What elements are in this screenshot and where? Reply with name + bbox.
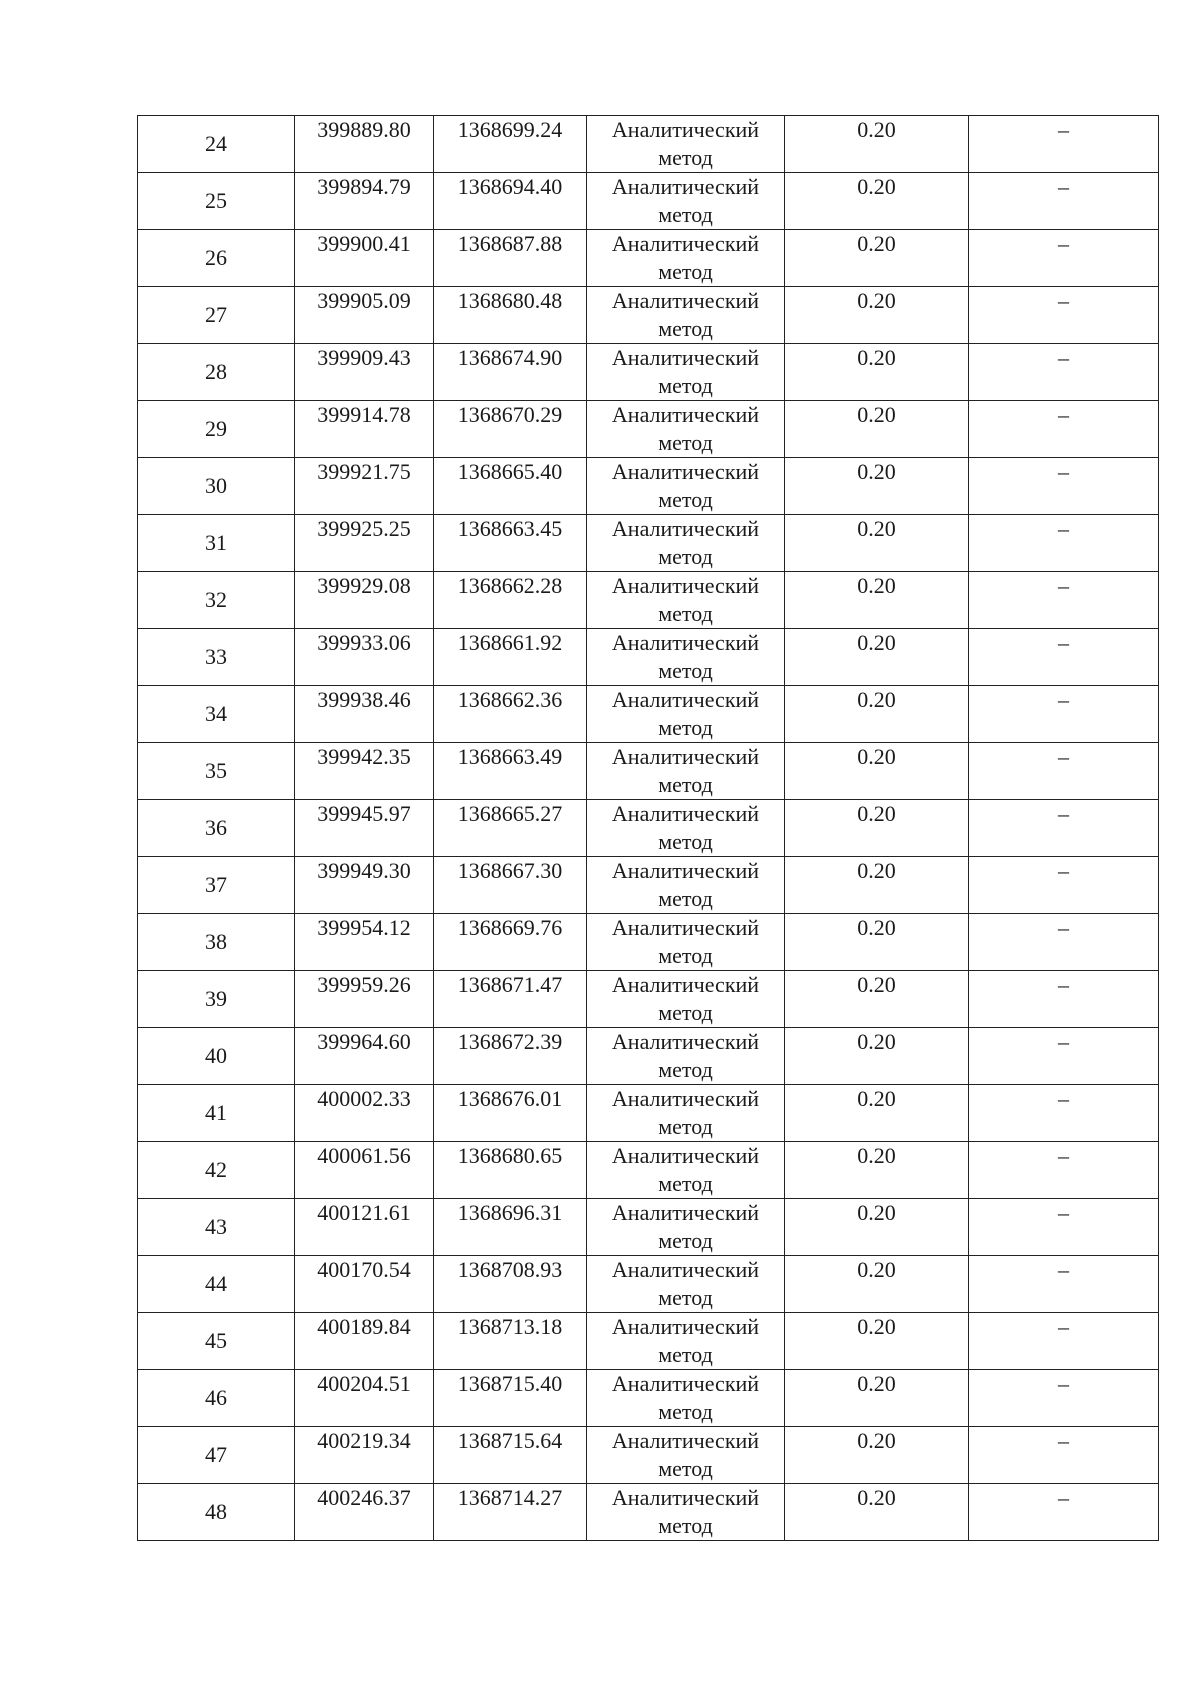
method-line-1: Аналитический bbox=[611, 1485, 760, 1510]
method-line-2: метод bbox=[658, 772, 713, 797]
point-number-cell: 37 bbox=[138, 857, 295, 914]
method-line-1: Аналитический bbox=[611, 459, 760, 484]
method-line-2: метод bbox=[658, 715, 713, 740]
x-coordinate-cell: 400204.51 bbox=[295, 1370, 434, 1427]
accuracy-cell: 0.20 bbox=[785, 629, 969, 686]
point-number-cell: 46 bbox=[138, 1370, 295, 1427]
table-row bbox=[138, 800, 1159, 857]
method-cell bbox=[587, 1370, 785, 1427]
method-line-2: метод bbox=[658, 658, 713, 683]
method-line-1: Аналитический bbox=[611, 687, 760, 712]
y-coordinate-cell: 1368663.45 bbox=[434, 515, 587, 572]
accuracy-cell: 0.20 bbox=[785, 686, 969, 743]
coordinates-table bbox=[137, 115, 1159, 1541]
method-line-2: метод bbox=[658, 1057, 713, 1082]
point-number-cell: 29 bbox=[138, 401, 295, 458]
y-coordinate-cell: 1368715.64 bbox=[434, 1427, 587, 1484]
table-row bbox=[138, 1085, 1159, 1142]
x-coordinate-cell: 400061.56 bbox=[295, 1142, 434, 1199]
note-cell: – bbox=[969, 572, 1159, 629]
accuracy-cell: 0.20 bbox=[785, 572, 969, 629]
method-cell bbox=[587, 1427, 785, 1484]
note-cell: – bbox=[969, 1427, 1159, 1484]
table-row bbox=[138, 1142, 1159, 1199]
method-line-2: метод bbox=[658, 1456, 713, 1481]
method-cell bbox=[587, 230, 785, 287]
accuracy-cell: 0.20 bbox=[785, 1313, 969, 1370]
x-coordinate-cell: 399889.80 bbox=[295, 116, 434, 173]
point-number-cell: 30 bbox=[138, 458, 295, 515]
table-row bbox=[138, 401, 1159, 458]
accuracy-cell: 0.20 bbox=[785, 1028, 969, 1085]
method-cell bbox=[587, 1313, 785, 1370]
y-coordinate-cell: 1368713.18 bbox=[434, 1313, 587, 1370]
accuracy-cell: 0.20 bbox=[785, 1085, 969, 1142]
x-coordinate-cell: 399954.12 bbox=[295, 914, 434, 971]
method-cell bbox=[587, 971, 785, 1028]
table-row bbox=[138, 686, 1159, 743]
method-line-2: метод bbox=[658, 259, 713, 284]
y-coordinate-cell: 1368680.48 bbox=[434, 287, 587, 344]
accuracy-cell: 0.20 bbox=[785, 173, 969, 230]
note-cell: – bbox=[969, 458, 1159, 515]
method-line-1: Аналитический bbox=[611, 174, 760, 199]
point-number-cell: 24 bbox=[138, 116, 295, 173]
table-row bbox=[138, 230, 1159, 287]
x-coordinate-cell: 400121.61 bbox=[295, 1199, 434, 1256]
method-line-1: Аналитический bbox=[611, 1257, 760, 1282]
x-coordinate-cell: 399949.30 bbox=[295, 857, 434, 914]
method-line-1: Аналитический bbox=[611, 1371, 760, 1396]
method-line-1: Аналитический bbox=[611, 231, 760, 256]
note-cell: – bbox=[969, 1256, 1159, 1313]
note-cell: – bbox=[969, 971, 1159, 1028]
method-line-2: метод bbox=[658, 943, 713, 968]
method-cell bbox=[587, 1028, 785, 1085]
table-row bbox=[138, 458, 1159, 515]
method-line-2: метод bbox=[658, 1285, 713, 1310]
accuracy-cell: 0.20 bbox=[785, 515, 969, 572]
y-coordinate-cell: 1368699.24 bbox=[434, 116, 587, 173]
accuracy-cell: 0.20 bbox=[785, 287, 969, 344]
method-line-1: Аналитический bbox=[611, 288, 760, 313]
point-number-cell: 35 bbox=[138, 743, 295, 800]
table-row bbox=[138, 1256, 1159, 1313]
note-cell: – bbox=[969, 914, 1159, 971]
y-coordinate-cell: 1368667.30 bbox=[434, 857, 587, 914]
table-row bbox=[138, 1370, 1159, 1427]
method-line-2: метод bbox=[658, 1171, 713, 1196]
method-line-1: Аналитический bbox=[611, 573, 760, 598]
x-coordinate-cell: 399909.43 bbox=[295, 344, 434, 401]
note-cell: – bbox=[969, 800, 1159, 857]
point-number-cell: 28 bbox=[138, 344, 295, 401]
method-cell bbox=[587, 173, 785, 230]
note-cell: – bbox=[969, 230, 1159, 287]
table-row bbox=[138, 1313, 1159, 1370]
note-cell: – bbox=[969, 1142, 1159, 1199]
table-row bbox=[138, 173, 1159, 230]
method-cell bbox=[587, 572, 785, 629]
point-number-cell: 38 bbox=[138, 914, 295, 971]
y-coordinate-cell: 1368670.29 bbox=[434, 401, 587, 458]
y-coordinate-cell: 1368671.47 bbox=[434, 971, 587, 1028]
method-line-2: метод bbox=[658, 1228, 713, 1253]
x-coordinate-cell: 399959.26 bbox=[295, 971, 434, 1028]
point-number-cell: 33 bbox=[138, 629, 295, 686]
method-cell bbox=[587, 344, 785, 401]
accuracy-cell: 0.20 bbox=[785, 914, 969, 971]
note-cell: – bbox=[969, 515, 1159, 572]
method-line-1: Аналитический bbox=[611, 858, 760, 883]
y-coordinate-cell: 1368696.31 bbox=[434, 1199, 587, 1256]
x-coordinate-cell: 399900.41 bbox=[295, 230, 434, 287]
method-line-2: метод bbox=[658, 1342, 713, 1367]
note-cell: – bbox=[969, 1313, 1159, 1370]
table-row bbox=[138, 515, 1159, 572]
note-cell: – bbox=[969, 116, 1159, 173]
point-number-cell: 43 bbox=[138, 1199, 295, 1256]
method-cell bbox=[587, 515, 785, 572]
x-coordinate-cell: 399905.09 bbox=[295, 287, 434, 344]
point-number-cell: 32 bbox=[138, 572, 295, 629]
point-number-cell: 41 bbox=[138, 1085, 295, 1142]
x-coordinate-cell: 399964.60 bbox=[295, 1028, 434, 1085]
method-cell bbox=[587, 686, 785, 743]
point-number-cell: 47 bbox=[138, 1427, 295, 1484]
method-line-2: метод bbox=[658, 202, 713, 227]
method-cell bbox=[587, 629, 785, 686]
note-cell: – bbox=[969, 287, 1159, 344]
accuracy-cell: 0.20 bbox=[785, 1256, 969, 1313]
x-coordinate-cell: 399933.06 bbox=[295, 629, 434, 686]
note-cell: – bbox=[969, 344, 1159, 401]
method-line-2: метод bbox=[658, 316, 713, 341]
accuracy-cell: 0.20 bbox=[785, 1427, 969, 1484]
accuracy-cell: 0.20 bbox=[785, 800, 969, 857]
method-line-2: метод bbox=[658, 601, 713, 626]
y-coordinate-cell: 1368662.36 bbox=[434, 686, 587, 743]
accuracy-cell: 0.20 bbox=[785, 116, 969, 173]
point-number-cell: 36 bbox=[138, 800, 295, 857]
note-cell: – bbox=[969, 401, 1159, 458]
accuracy-cell: 0.20 bbox=[785, 743, 969, 800]
method-line-1: Аналитический bbox=[611, 801, 760, 826]
note-cell: – bbox=[969, 1370, 1159, 1427]
method-cell bbox=[587, 287, 785, 344]
method-cell bbox=[587, 1085, 785, 1142]
method-line-2: метод bbox=[658, 544, 713, 569]
method-line-1: Аналитический bbox=[611, 1428, 760, 1453]
method-line-1: Аналитический bbox=[611, 972, 760, 997]
accuracy-cell: 0.20 bbox=[785, 230, 969, 287]
y-coordinate-cell: 1368663.49 bbox=[434, 743, 587, 800]
method-line-1: Аналитический bbox=[611, 1029, 760, 1054]
accuracy-cell: 0.20 bbox=[785, 344, 969, 401]
y-coordinate-cell: 1368708.93 bbox=[434, 1256, 587, 1313]
y-coordinate-cell: 1368674.90 bbox=[434, 344, 587, 401]
y-coordinate-cell: 1368662.28 bbox=[434, 572, 587, 629]
method-cell bbox=[587, 857, 785, 914]
point-number-cell: 44 bbox=[138, 1256, 295, 1313]
x-coordinate-cell: 400002.33 bbox=[295, 1085, 434, 1142]
y-coordinate-cell: 1368676.01 bbox=[434, 1085, 587, 1142]
y-coordinate-cell: 1368665.27 bbox=[434, 800, 587, 857]
y-coordinate-cell: 1368669.76 bbox=[434, 914, 587, 971]
x-coordinate-cell: 399938.46 bbox=[295, 686, 434, 743]
note-cell: – bbox=[969, 686, 1159, 743]
method-cell bbox=[587, 1199, 785, 1256]
x-coordinate-cell: 399894.79 bbox=[295, 173, 434, 230]
point-number-cell: 39 bbox=[138, 971, 295, 1028]
table-row bbox=[138, 1484, 1159, 1541]
method-line-2: метод bbox=[658, 487, 713, 512]
table-row bbox=[138, 857, 1159, 914]
method-cell bbox=[587, 1142, 785, 1199]
point-number-cell: 26 bbox=[138, 230, 295, 287]
method-cell bbox=[587, 743, 785, 800]
note-cell: – bbox=[969, 1028, 1159, 1085]
table-row bbox=[138, 344, 1159, 401]
method-line-1: Аналитический bbox=[611, 516, 760, 541]
note-cell: – bbox=[969, 629, 1159, 686]
accuracy-cell: 0.20 bbox=[785, 857, 969, 914]
x-coordinate-cell: 400189.84 bbox=[295, 1313, 434, 1370]
accuracy-cell: 0.20 bbox=[785, 1484, 969, 1541]
point-number-cell: 45 bbox=[138, 1313, 295, 1370]
method-line-1: Аналитический bbox=[611, 1086, 760, 1111]
method-line-1: Аналитический bbox=[611, 1314, 760, 1339]
accuracy-cell: 0.20 bbox=[785, 971, 969, 1028]
method-line-2: метод bbox=[658, 1513, 713, 1538]
accuracy-cell: 0.20 bbox=[785, 1142, 969, 1199]
method-line-2: метод bbox=[658, 430, 713, 455]
table-row bbox=[138, 629, 1159, 686]
method-line-1: Аналитический bbox=[611, 117, 760, 142]
method-line-2: метод bbox=[658, 145, 713, 170]
y-coordinate-cell: 1368714.27 bbox=[434, 1484, 587, 1541]
method-line-1: Аналитический bbox=[611, 630, 760, 655]
table-row bbox=[138, 116, 1159, 173]
note-cell: – bbox=[969, 173, 1159, 230]
point-number-cell: 42 bbox=[138, 1142, 295, 1199]
x-coordinate-cell: 400219.34 bbox=[295, 1427, 434, 1484]
method-cell bbox=[587, 458, 785, 515]
accuracy-cell: 0.20 bbox=[785, 401, 969, 458]
point-number-cell: 27 bbox=[138, 287, 295, 344]
accuracy-cell: 0.20 bbox=[785, 1199, 969, 1256]
table-row bbox=[138, 914, 1159, 971]
x-coordinate-cell: 400246.37 bbox=[295, 1484, 434, 1541]
method-line-1: Аналитический bbox=[611, 345, 760, 370]
accuracy-cell: 0.20 bbox=[785, 458, 969, 515]
method-line-2: метод bbox=[658, 1000, 713, 1025]
method-line-2: метод bbox=[658, 886, 713, 911]
method-line-1: Аналитический bbox=[611, 1200, 760, 1225]
table-row bbox=[138, 572, 1159, 629]
table-row bbox=[138, 287, 1159, 344]
x-coordinate-cell: 399925.25 bbox=[295, 515, 434, 572]
method-cell bbox=[587, 116, 785, 173]
point-number-cell: 40 bbox=[138, 1028, 295, 1085]
method-cell bbox=[587, 401, 785, 458]
point-number-cell: 25 bbox=[138, 173, 295, 230]
x-coordinate-cell: 399942.35 bbox=[295, 743, 434, 800]
x-coordinate-cell: 399945.97 bbox=[295, 800, 434, 857]
table-row bbox=[138, 971, 1159, 1028]
point-number-cell: 34 bbox=[138, 686, 295, 743]
method-cell bbox=[587, 1256, 785, 1313]
y-coordinate-cell: 1368661.92 bbox=[434, 629, 587, 686]
y-coordinate-cell: 1368687.88 bbox=[434, 230, 587, 287]
y-coordinate-cell: 1368715.40 bbox=[434, 1370, 587, 1427]
table-row bbox=[138, 1199, 1159, 1256]
method-line-1: Аналитический bbox=[611, 1143, 760, 1168]
coordinates-table-body bbox=[138, 116, 1159, 1541]
y-coordinate-cell: 1368665.40 bbox=[434, 458, 587, 515]
method-cell bbox=[587, 914, 785, 971]
note-cell: – bbox=[969, 743, 1159, 800]
x-coordinate-cell: 400170.54 bbox=[295, 1256, 434, 1313]
x-coordinate-cell: 399921.75 bbox=[295, 458, 434, 515]
note-cell: – bbox=[969, 1199, 1159, 1256]
table-row bbox=[138, 1028, 1159, 1085]
method-line-2: метод bbox=[658, 373, 713, 398]
method-line-2: метод bbox=[658, 829, 713, 854]
y-coordinate-cell: 1368694.40 bbox=[434, 173, 587, 230]
note-cell: – bbox=[969, 857, 1159, 914]
method-cell bbox=[587, 800, 785, 857]
point-number-cell: 31 bbox=[138, 515, 295, 572]
method-line-2: метод bbox=[658, 1114, 713, 1139]
note-cell: – bbox=[969, 1085, 1159, 1142]
y-coordinate-cell: 1368680.65 bbox=[434, 1142, 587, 1199]
x-coordinate-cell: 399914.78 bbox=[295, 401, 434, 458]
method-line-1: Аналитический bbox=[611, 915, 760, 940]
note-cell: – bbox=[969, 1484, 1159, 1541]
table-row bbox=[138, 1427, 1159, 1484]
accuracy-cell: 0.20 bbox=[785, 1370, 969, 1427]
method-line-1: Аналитический bbox=[611, 744, 760, 769]
point-number-cell: 48 bbox=[138, 1484, 295, 1541]
method-line-1: Аналитический bbox=[611, 402, 760, 427]
method-cell bbox=[587, 1484, 785, 1541]
y-coordinate-cell: 1368672.39 bbox=[434, 1028, 587, 1085]
x-coordinate-cell: 399929.08 bbox=[295, 572, 434, 629]
table-row bbox=[138, 743, 1159, 800]
method-line-2: метод bbox=[658, 1399, 713, 1424]
